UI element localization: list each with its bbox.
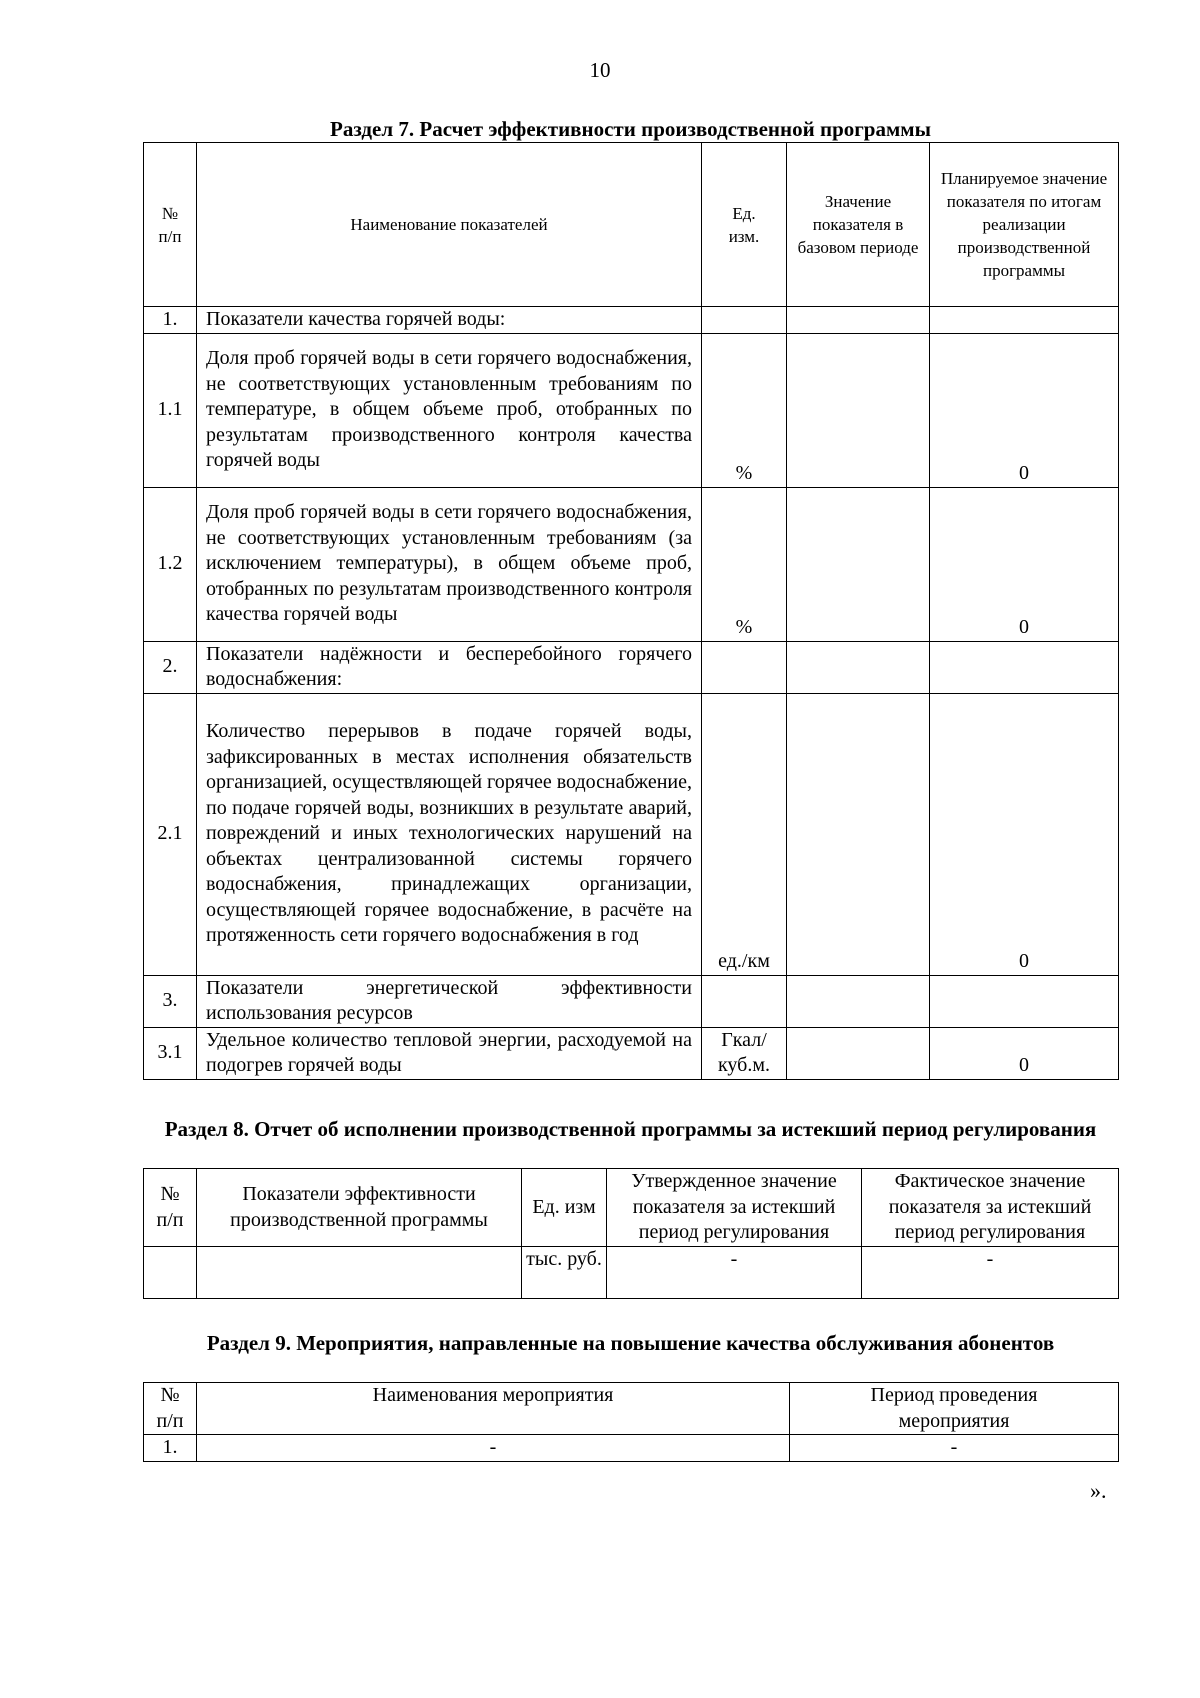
header-base: Значение показателя в базовом периоде <box>787 143 930 307</box>
header-num: № п/п <box>144 1169 197 1247</box>
table-header-row <box>144 143 1119 307</box>
header-num <box>144 143 197 307</box>
table-header-row <box>144 1169 1119 1247</box>
table-row <box>144 333 1119 487</box>
row-name: Доля проб горячей воды в сети горячего водоснабжения, не соответствующих установленным требованиям (за исключением температуры), в общем объеме проб, отобранных по результатам производственного контроля качества горячей воды <box>197 487 702 641</box>
header-num: № п/п <box>144 1383 197 1435</box>
row-name: - <box>197 1435 790 1462</box>
header-num-line2: п/п <box>158 226 182 246</box>
row-base <box>787 693 930 975</box>
table-row <box>144 641 1119 693</box>
header-name: Наименования мероприятия <box>197 1383 790 1435</box>
row-plan: 0 <box>930 693 1119 975</box>
row-name: Количество перерывов в подаче горячей воды, зафиксированных в местах исполнения обязательств организацией, осуществляющей горячее водоснабжение, по подаче горячей воды, возникших в результате аварий, повреждений и иных технологических нарушений на объектах централизованной системы горячего водоснабжения, принадлежащих организации, осуществляющей горячее водоснабжение, в расчёте на протяженность сети горячего водоснабжения в год <box>197 693 702 975</box>
row-actual: - <box>862 1247 1119 1299</box>
row-name <box>197 1247 522 1299</box>
section9-title: Раздел 9. Мероприятия, направленные на повышение качества обслуживания абонентов <box>206 1331 1055 1355</box>
row-unit <box>702 307 787 334</box>
row-base <box>787 487 930 641</box>
row-unit <box>702 641 787 693</box>
row-base <box>787 333 930 487</box>
section7-table <box>143 142 1119 1080</box>
header-plan: Планируемое значение показателя по итогам реализации производственной программы <box>930 143 1119 307</box>
row-base <box>787 307 930 334</box>
row-unit: тыс. руб. <box>522 1247 607 1299</box>
row-plan: 0 <box>930 1027 1119 1079</box>
table-row <box>144 487 1119 641</box>
header-name: Наименование показателей <box>197 143 702 307</box>
row-plan <box>930 975 1119 1027</box>
row-unit: ед./км <box>702 693 787 975</box>
row-name: Показатели надёжности и бесперебойного горячего водоснабжения: <box>197 641 702 693</box>
table-row <box>144 1247 1119 1299</box>
section8-title: Раздел 8. Отчет об исполнении производственной программы за истекший период регулирования <box>164 1117 1097 1141</box>
header-name: Показатели эффективности производственной программы <box>197 1169 522 1247</box>
row-unit <box>702 975 787 1027</box>
header-unit-line2: изм. <box>728 226 760 246</box>
row-name: Доля проб горячей воды в сети горячего водоснабжения, не соответствующих установленным требованиям по температуре, в общем объеме проб, отобранных по результатам производственного контроля качества горячей воды <box>197 333 702 487</box>
table-row <box>144 307 1119 334</box>
row-approved: - <box>607 1247 862 1299</box>
row-num: 1. <box>144 307 197 334</box>
row-num: 3.1 <box>144 1027 197 1079</box>
row-plan: 0 <box>930 333 1119 487</box>
row-unit: Гкал/ куб.м. <box>702 1027 787 1079</box>
row-num: 2.1 <box>144 693 197 975</box>
table-row <box>144 1027 1119 1079</box>
header-actual: Фактическое значение показателя за истекший период регулирования <box>862 1169 1119 1247</box>
row-num: 1.1 <box>144 333 197 487</box>
row-num: 1. <box>144 1435 197 1462</box>
row-name: Удельное количество тепловой энергии, расходуемой на подогрев горячей воды <box>197 1027 702 1079</box>
header-approved: Утвержденное значение показателя за истекший период регулирования <box>607 1169 862 1247</box>
section9-table <box>143 1382 1119 1462</box>
row-num: 3. <box>144 975 197 1027</box>
table-row <box>144 1435 1119 1462</box>
closing-quote-mark: ». <box>1090 1478 1107 1503</box>
table-row <box>144 693 1119 975</box>
row-base <box>787 1027 930 1079</box>
row-base <box>787 975 930 1027</box>
row-num <box>144 1247 197 1299</box>
row-base <box>787 641 930 693</box>
header-unit-line1: Ед. <box>732 203 756 223</box>
header-num-line1: № <box>161 203 179 223</box>
row-unit: % <box>702 487 787 641</box>
row-period: - <box>790 1435 1119 1462</box>
table-row <box>144 975 1119 1027</box>
header-period: Период проведения мероприятия <box>790 1383 1119 1435</box>
row-num: 1.2 <box>144 487 197 641</box>
row-name: Показатели энергетической эффективности использования ресурсов <box>197 975 702 1027</box>
row-name: Показатели качества горячей воды: <box>197 307 702 334</box>
row-plan <box>930 641 1119 693</box>
section7-title: Раздел 7. Расчет эффективности производственной программы <box>330 117 931 141</box>
row-num: 2. <box>144 641 197 693</box>
header-unit: Ед. изм <box>522 1169 607 1247</box>
section8-table <box>143 1168 1119 1299</box>
page-number: 10 <box>589 58 611 82</box>
header-unit <box>702 143 787 307</box>
row-plan <box>930 307 1119 334</box>
row-unit: % <box>702 333 787 487</box>
table-header-row <box>144 1383 1119 1435</box>
row-plan: 0 <box>930 487 1119 641</box>
